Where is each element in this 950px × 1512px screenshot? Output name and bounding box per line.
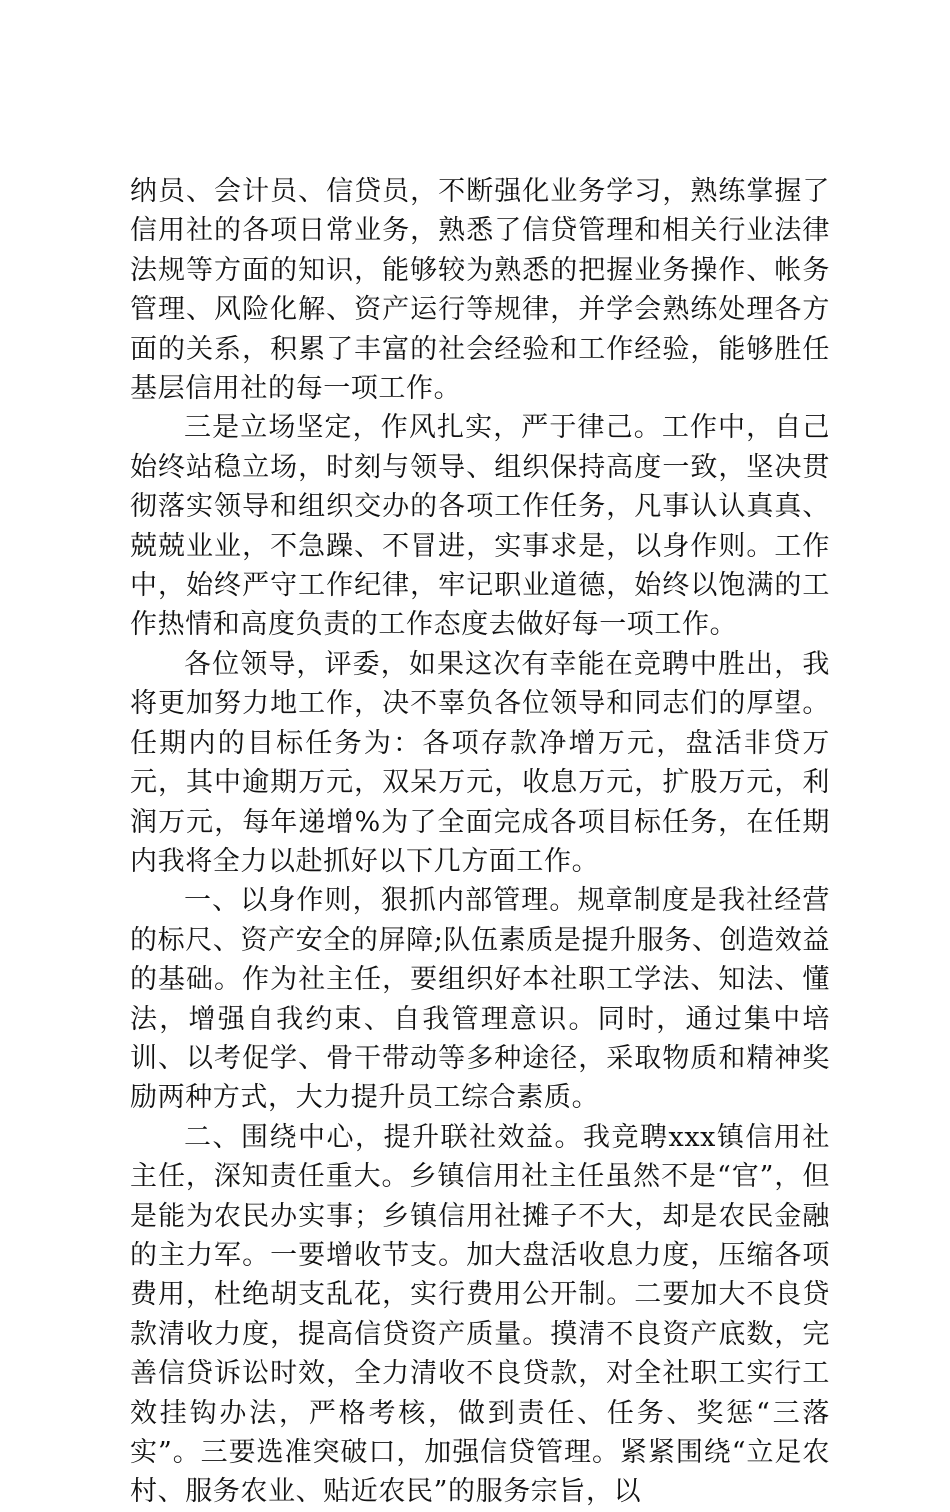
paragraph-3: 各位领导，评委，如果这次有幸能在竞聘中胜出，我将更加努力地工作，决不辜负各位领导和同志们的厚望。任期内的目标任务为：各项存款净增万元，盘活非贷万元，其中逾期万元，双呆万元，收息万元，扩股万元，利润万元，每年递增%为了全面完成各项目标任务，在任期内我将全力以赴抓好以下几方面工作。 [130,648,830,877]
paragraph-4: 一、以身作则，狠抓内部管理。规章制度是我社经营的标尺、资产安全的屏障;队伍素质是提升服务、创造效益的基础。作为社主任，要组织好本社职工学法、知法、懂法，增强自我约束、自我管理意识。同时，通过集中培训、以考促学、骨干带动等多种途径，采取物质和精神奖励两种方式，大力提升员工综合素质。 [130,885,830,1114]
paragraph-1: 纳员、会计员、信贷员，不断强化业务学习，熟练掌握了信用社的各项日常业务，熟悉了信贷管理和相关行业法律法规等方面的知识，能够较为熟悉的把握业务操作、帐务管理、风险化解、资产运行等规律，并学会熟练处理各方面的关系，积累了丰富的社会经验和工作经验，能够胜任基层信用社的每一项工作。 [130,176,830,405]
paragraph-5: 二、围绕中心，提升联社效益。我竞聘xxx镇信用社主任，深知责任重大。乡镇信用社主任虽然不是“官”，但是能为农民办实事；乡镇信用社摊子不大，却是农民金融的主力军。一要增收节支。加大盘活收息力度，压缩各项费用，杜绝胡支乱花，实行费用公开制。二要加大不良贷款清收力度，提高信贷资产质量。摸清不良资产底数，完善信贷诉讼时效，全力清收不良贷款，对全社职工实行工效挂钩办法，严格考核，做到责任、任务、奖惩“三落实”。三要选准突破口，加强信贷管理。紧紧围绕“立足农村、服务农业、贴近农民”的服务宗旨，以 [130,1121,830,1508]
document-body [130,172,830,1512]
paragraph-2: 三是立场坚定，作风扎实，严于律己。工作中，自己始终站稳立场，时刻与领导、组织保持高度一致，坚决贯彻落实领导和组织交办的各项工作任务，凡事认认真真、兢兢业业，不急躁、不冒进，实事求是，以身作则。工作中，始终严守工作纪律，牢记职业道德，始终以饱满的工作热情和高度负责的工作态度去做好每一项工作。 [130,412,830,641]
